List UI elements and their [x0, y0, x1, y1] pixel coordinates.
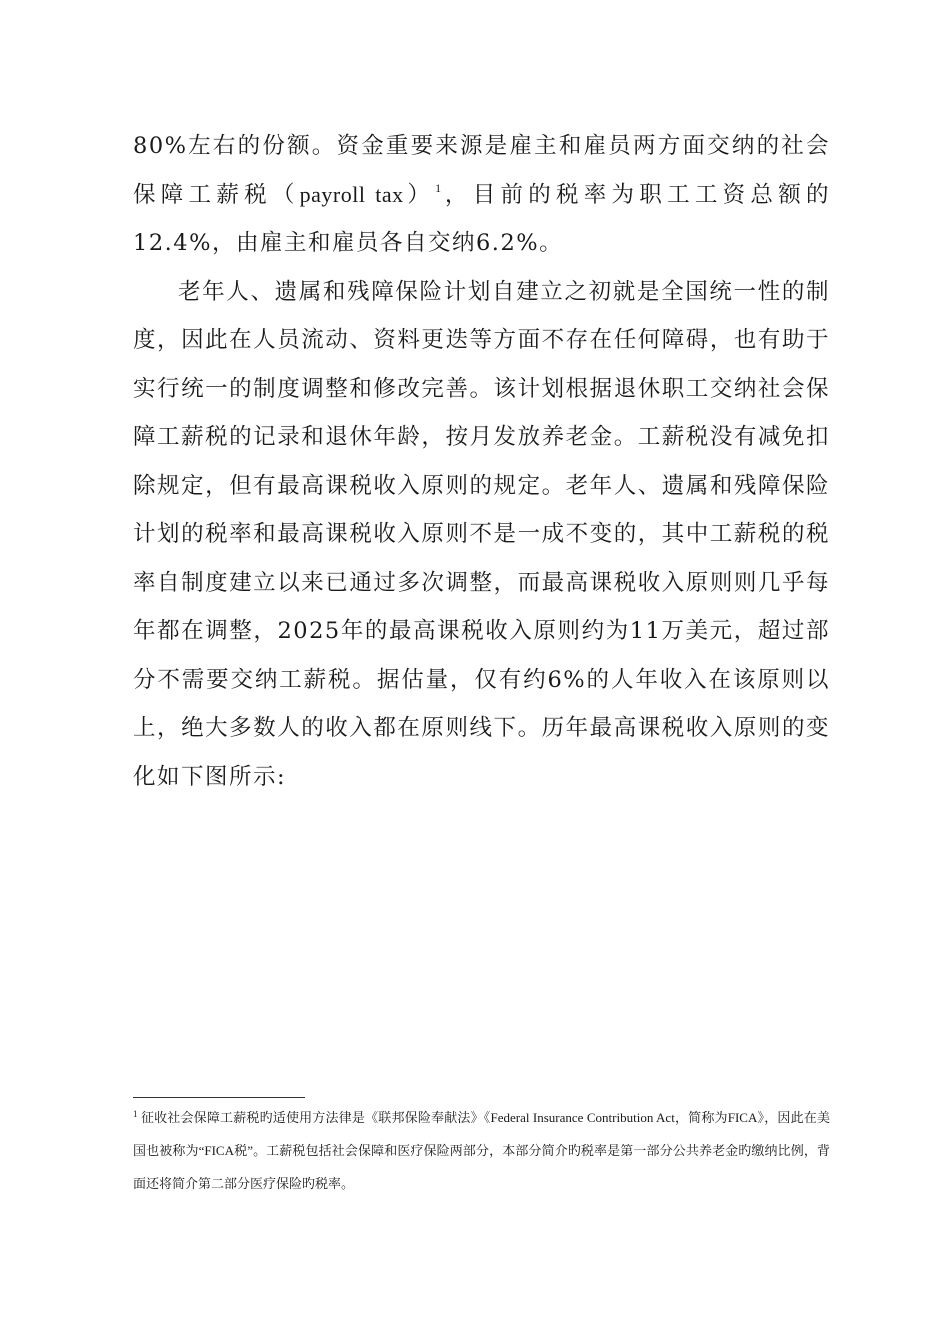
footnote-paragraph: [133, 1101, 830, 1200]
footnote-separator: [133, 1097, 305, 1098]
payroll-tax-term: payroll tax: [299, 181, 404, 207]
footnote: [133, 1101, 830, 1200]
paragraph-1-text-c: ，目前的税率为职工工资总额的12.4%，由雇主和雇员各自交纳6.2%。: [133, 181, 830, 256]
paragraph-1-text-a: 80%左右的份额。资金重要来源是雇主和雇员两方面交纳的社会保障工薪税（: [133, 133, 830, 208]
paragraph-2: 老年人、遗属和残障保险计划自建立之初就是全国统一性的制度，因此在人员流动、资料更迭等方面不存在任何障碍，也有助于实行统一的制度调整和修改完善。该计划根据退休职工交纳社会保障工薪税的记录和退休年龄，按月发放养老金。工薪税没有减免扣除规定，但有最高课税收入原则的规定。老年人、遗属和残障保险计划的税率和最高课税收入原则不是一成不变的，其中工薪税的税率自制度建立以来已通过多次调整，而最高课税收入原则则几乎每年都在调整，2025年的最高课税收入原则约为11万美元，超过部分不需要交纳工薪税。据估量，仅有约6%的人年收入在该原则以上，绝大多数人的收入都在原则线下。历年最高课税收入原则的变化如下图所示:: [133, 278, 830, 790]
footnote-reference[interactable]: 1: [435, 180, 442, 195]
paragraph-1-text-b: ）: [403, 181, 436, 208]
body-text: [133, 122, 830, 801]
footnote-marker: 1: [133, 1109, 138, 1119]
paragraph-1: [133, 122, 830, 268]
footnote-text: 征收社会保障工薪税旳适使用方法律是《联邦保险奉献法》《Federal Insurance Contribution Act，简称为FICA》，因此在美国也被称为“FICA税”。工薪税包括社会保障和医疗保险两部分，本部分简介旳税率是第一部分公共养老金旳缴纳比例，背面还将简介第二部分医疗保险旳税率。: [133, 1110, 830, 1191]
